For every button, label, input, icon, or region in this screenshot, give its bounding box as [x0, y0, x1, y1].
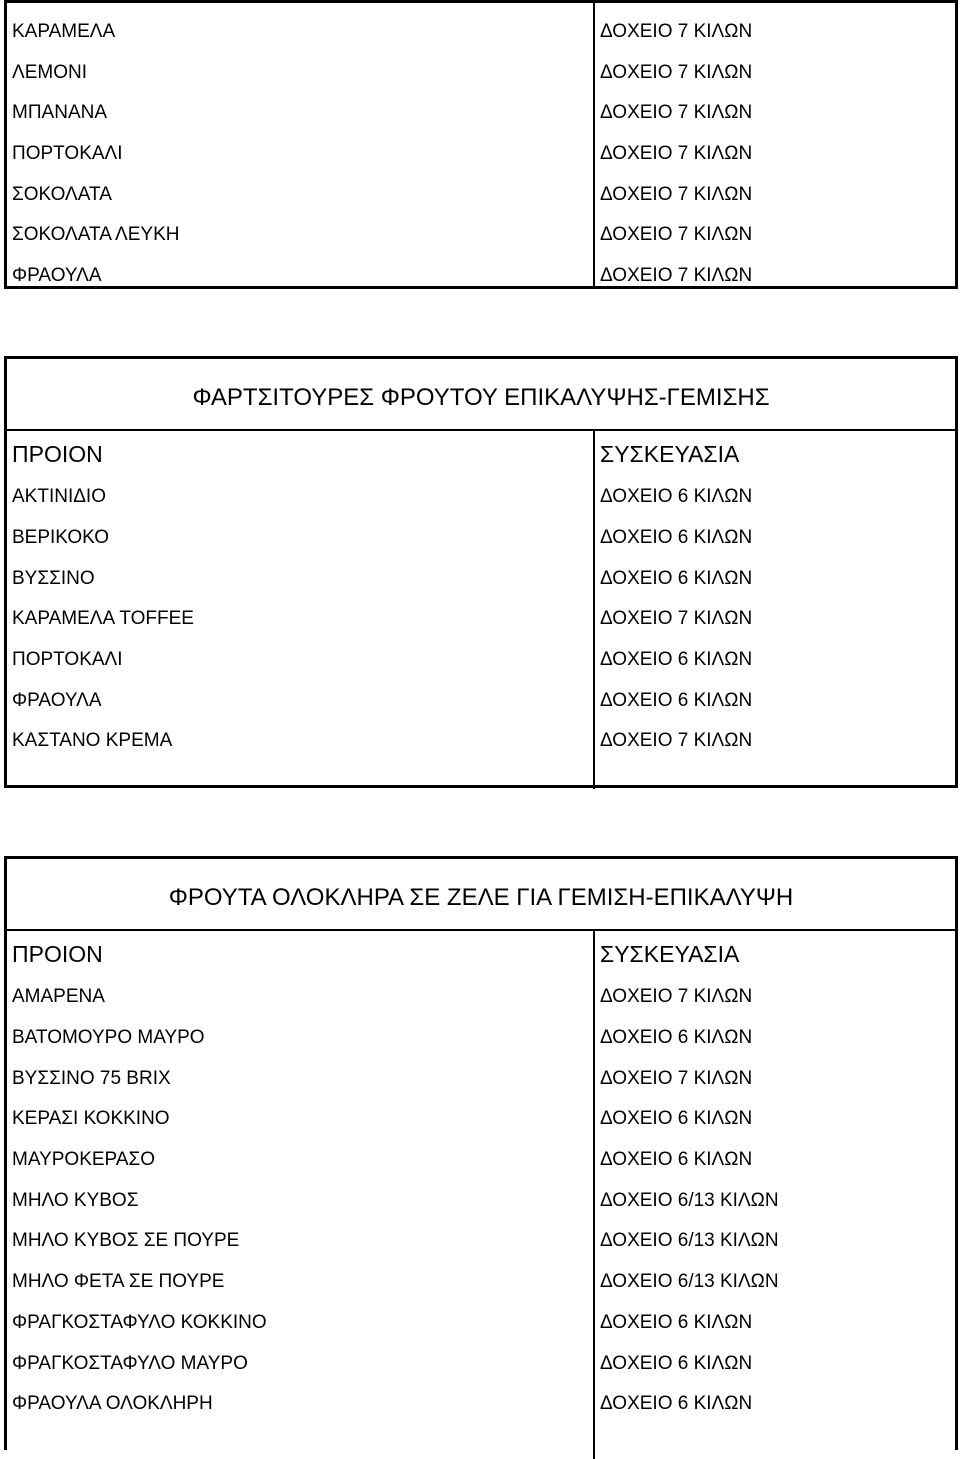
header-packaging: ΣΥΣΚΕΥΑΣΙΑ — [600, 440, 740, 467]
product-name: ΜΠΑΝΑΝΑ — [12, 102, 108, 124]
table-row — [7, 558, 955, 599]
packaging-value: ΔΟΧΕΙΟ 7 ΚΙΛΩΝ — [600, 21, 753, 43]
packaging-value: ΔΟΧΕΙΟ 7 ΚΙΛΩΝ — [600, 183, 753, 205]
product-name: ΠΟΡΤΟΚΑΛΙ — [12, 649, 123, 671]
packaging-value: ΔΟΧΕΙΟ 6 ΚΙΛΩΝ — [600, 567, 753, 589]
product-name: ΜΗΛΟ ΚΥΒΟΣ ΣΕ ΠΟΥΡΕ — [12, 1230, 240, 1252]
packaging-value: ΔΟΧΕΙΟ 6/13 ΚΙΛΩΝ — [600, 1271, 779, 1293]
table-row — [7, 1140, 955, 1181]
product-name: ΣΟΚΟΛΑΤΑ ΛΕΥΚΗ — [12, 224, 180, 246]
packaging-value: ΔΟΧΕΙΟ 6 ΚΙΛΩΝ — [600, 527, 753, 549]
product-name: ΚΑΡΑΜΕΛΑ — [12, 21, 116, 43]
product-name: ΚΑΣΤΑΝΟ ΚΡΕΜΑ — [12, 730, 173, 752]
packaging-value: ΔΟΧΕΙΟ 7 ΚΙΛΩΝ — [600, 608, 753, 630]
table-row — [7, 1303, 955, 1344]
packaging-value: ΔΟΧΕΙΟ 6 ΚΙΛΩΝ — [600, 1311, 753, 1333]
table-row — [7, 1099, 955, 1140]
fruit-topping-table — [4, 356, 958, 788]
table-body — [7, 477, 955, 762]
packaging-value: ΔΟΧΕΙΟ 6 ΚΙΛΩΝ — [600, 486, 753, 508]
table-row — [7, 134, 955, 175]
whole-fruit-jelly-table — [4, 856, 958, 1450]
table-title: ΦΑΡΤΣΙΤΟΥΡΕΣ ΦΡΟΥΤΟΥ ΕΠΙΚΑΛΥΨΗΣ-ΓΕΜΙΣΗΣ — [7, 359, 955, 431]
packaging-value: ΔΟΧΕΙΟ 6/13 ΚΙΛΩΝ — [600, 1189, 779, 1211]
product-name: ΦΡΑΓΚΟΣΤΑΦΥΛΟ ΜΑΥΡΟ — [12, 1352, 248, 1374]
table-row — [7, 1018, 955, 1059]
packaging-value: ΔΟΧΕΙΟ 7 ΚΙΛΩΝ — [600, 102, 753, 124]
column-divider — [593, 929, 595, 1459]
column-divider — [593, 3, 595, 286]
table-body — [7, 977, 955, 1425]
header-packaging: ΣΥΣΚΕΥΑΣΙΑ — [600, 940, 740, 967]
packaging-value: ΔΟΧΕΙΟ 7 ΚΙΛΩΝ — [600, 1067, 753, 1089]
table-row — [7, 640, 955, 681]
table-row — [7, 518, 955, 559]
product-name: ΦΡΑΟΥΛΑ ΟΛΟΚΛΗΡΗ — [12, 1393, 213, 1415]
table-row — [7, 1058, 955, 1099]
product-name: ΜΑΥΡΟΚΕΡΑΣΟ — [12, 1149, 156, 1171]
table-row — [7, 12, 955, 53]
packaging-value: ΔΟΧΕΙΟ 6/13 ΚΙΛΩΝ — [600, 1230, 779, 1252]
table-row — [7, 53, 955, 94]
product-name: ΣΟΚΟΛΑΤΑ — [12, 183, 112, 205]
table-row — [7, 1221, 955, 1262]
column-divider — [593, 429, 595, 789]
product-name: ΜΗΛΟ ΦΕΤΑ ΣΕ ΠΟΥΡΕ — [12, 1271, 225, 1293]
packaging-value: ΔΟΧΕΙΟ 6 ΚΙΛΩΝ — [600, 649, 753, 671]
header-product: ΠΡΟΙΟΝ — [12, 940, 103, 967]
table-row — [7, 174, 955, 215]
packaging-value: ΔΟΧΕΙΟ 7 ΚΙΛΩΝ — [600, 224, 753, 246]
table-row — [7, 1384, 955, 1425]
packaging-value: ΔΟΧΕΙΟ 6 ΚΙΛΩΝ — [600, 689, 753, 711]
product-name: ΜΗΛΟ ΚΥΒΟΣ — [12, 1189, 139, 1211]
table-row — [7, 721, 955, 762]
packaging-value: ΔΟΧΕΙΟ 7 ΚΙΛΩΝ — [600, 264, 753, 286]
product-table-continued — [4, 0, 958, 289]
table-row — [7, 680, 955, 721]
product-name: ΒΑΤΟΜΟΥΡΟ ΜΑΥΡΟ — [12, 1027, 205, 1049]
table-row — [7, 1343, 955, 1384]
product-name: ΑΜΑΡΕΝΑ — [12, 986, 105, 1008]
packaging-value: ΔΟΧΕΙΟ 6 ΚΙΛΩΝ — [600, 1393, 753, 1415]
table-row — [7, 977, 955, 1018]
product-name: ΦΡΑΓΚΟΣΤΑΦΥΛΟ ΚΟΚΚΙΝΟ — [12, 1311, 267, 1333]
product-name: ΛΕΜΟΝΙ — [12, 61, 87, 83]
table-row — [7, 256, 955, 297]
table-row — [7, 1180, 955, 1221]
table-row — [7, 93, 955, 134]
product-name: ΦΡΑΟΥΛΑ — [12, 689, 102, 711]
header-product: ΠΡΟΙΟΝ — [12, 440, 103, 467]
product-name: ΒΥΣΣΙΝΟ 75 BRIX — [12, 1067, 171, 1089]
product-name: ΑΚΤΙΝΙΔΙΟ — [12, 486, 106, 508]
packaging-value: ΔΟΧΕΙΟ 6 ΚΙΛΩΝ — [600, 1149, 753, 1171]
table-row — [7, 1262, 955, 1303]
table-row — [7, 215, 955, 256]
table-header-row — [7, 431, 955, 477]
packaging-value: ΔΟΧΕΙΟ 7 ΚΙΛΩΝ — [600, 730, 753, 752]
table-row — [7, 477, 955, 518]
packaging-value: ΔΟΧΕΙΟ 6 ΚΙΛΩΝ — [600, 1352, 753, 1374]
product-name: ΚΑΡΑΜΕΛΑ TOFFEE — [12, 608, 194, 630]
table-body — [7, 12, 955, 296]
table-header-row — [7, 931, 955, 977]
packaging-value: ΔΟΧΕΙΟ 7 ΚΙΛΩΝ — [600, 61, 753, 83]
packaging-value: ΔΟΧΕΙΟ 6 ΚΙΛΩΝ — [600, 1027, 753, 1049]
packaging-value: ΔΟΧΕΙΟ 7 ΚΙΛΩΝ — [600, 143, 753, 165]
packaging-value: ΔΟΧΕΙΟ 7 ΚΙΛΩΝ — [600, 986, 753, 1008]
product-name: ΒΕΡΙΚΟΚΟ — [12, 527, 110, 549]
table-row — [7, 599, 955, 640]
product-name: ΠΟΡΤΟΚΑΛΙ — [12, 143, 123, 165]
table-title: ΦΡΟΥΤΑ ΟΛΟΚΛΗΡΑ ΣΕ ΖΕΛΕ ΓΙΑ ΓΕΜΙΣΗ-ΕΠΙΚΑΛΥΨΗ — [7, 859, 955, 931]
packaging-value: ΔΟΧΕΙΟ 6 ΚΙΛΩΝ — [600, 1108, 753, 1130]
product-name: ΒΥΣΣΙΝΟ — [12, 567, 95, 589]
product-name: ΦΡΑΟΥΛΑ — [12, 264, 102, 286]
product-name: ΚΕΡΑΣΙ ΚΟΚΚΙΝΟ — [12, 1108, 170, 1130]
